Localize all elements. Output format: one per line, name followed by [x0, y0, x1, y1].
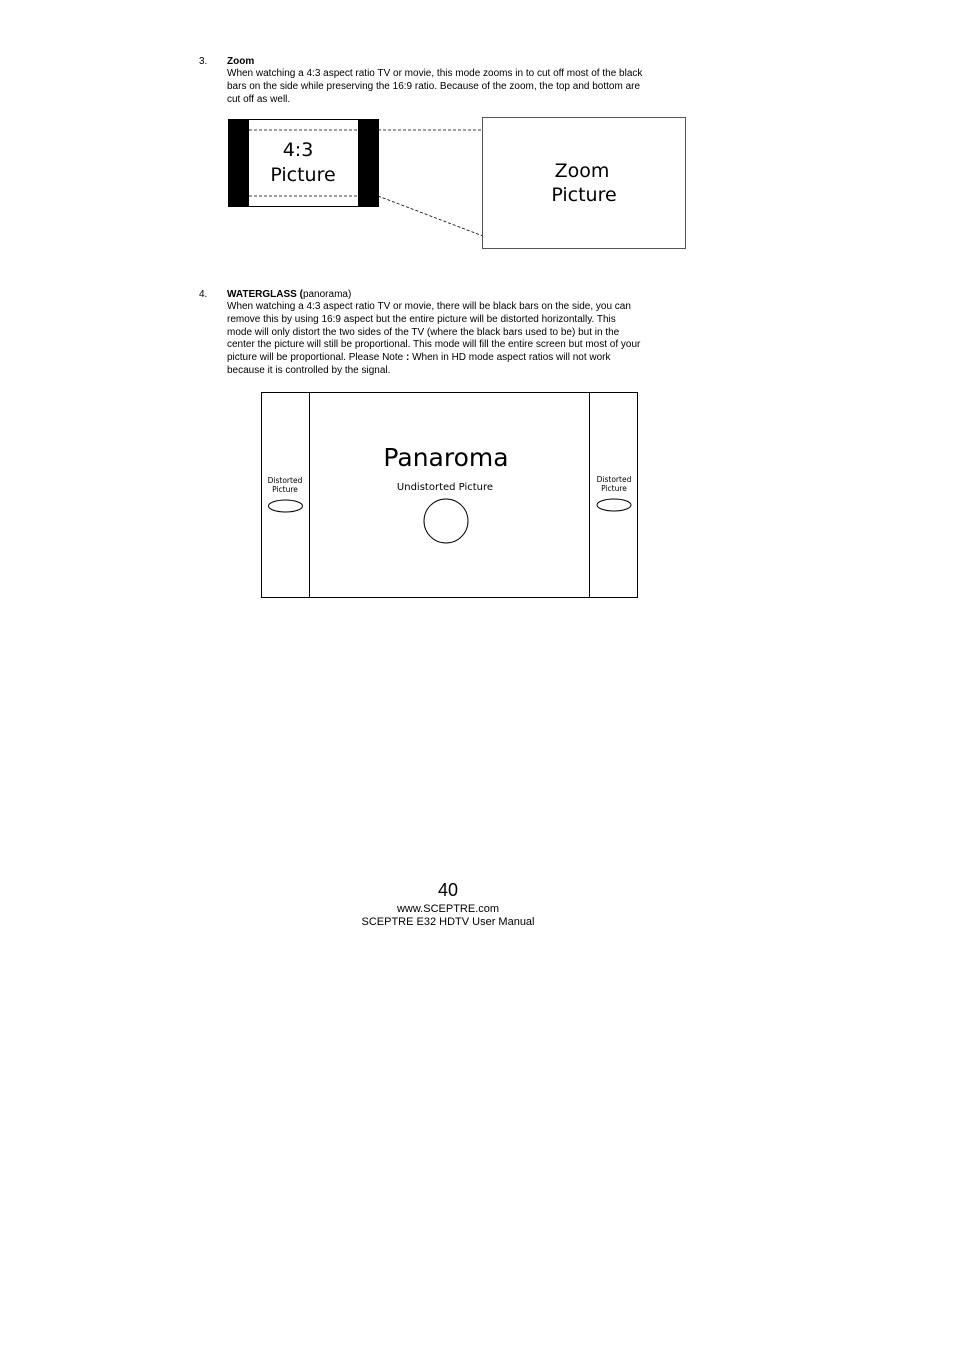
- panorama-left-label-line2: Picture: [272, 485, 298, 494]
- section-4-title-bold: WATERGLASS (: [227, 289, 303, 300]
- section-4-number: 4.: [199, 289, 208, 300]
- section-3-body: When watching a 4:3 aspect ratio TV or movie, this mode zooms in to cut off most of the black bars on the side while preserving the 16:9 ratio. Because of the zoom, the top and bottom are cut off as well.: [227, 68, 643, 105]
- zoom-left-label-line2: Picture: [270, 164, 336, 186]
- section-3-title: Zoom: [227, 56, 255, 67]
- section-4-title-suffix: panorama): [302, 289, 352, 300]
- zoom-right-label-line1: Zoom: [554, 160, 610, 182]
- section-4-body-colon: :: [405, 352, 410, 364]
- zoom-left-label-line1: 4:3: [282, 139, 314, 161]
- panorama-right-label-line2: Picture: [601, 484, 627, 493]
- zoom-right-label-line2: Picture: [551, 184, 617, 206]
- panorama-title: Panaroma: [383, 443, 509, 472]
- panorama-frame: [262, 393, 638, 598]
- section-4-body-part1: When watching a 4:3 aspect ratio TV or movie, there will be black bars on the side, you can remove this by using 16:9 aspect but the entire picture will be distorted horizontally. This mode will only distort the two sides of the TV (where the black bars used to be) but in the center the picture will still be proportional. This mode will fill the entire screen but most of your picture will be proportional. Please Note: [227, 301, 641, 364]
- footer-website: www.SCEPTRE.com: [396, 903, 500, 915]
- footer-manual-title: SCEPTRE E32 HDTV User Manual: [361, 916, 535, 928]
- page-number: 40: [437, 880, 459, 900]
- panorama-right-label-line1: Distorted: [596, 475, 632, 484]
- panorama-diagram: [0, 0, 954, 620]
- panorama-left-label-line1: Distorted: [267, 476, 303, 485]
- section-3-number: 3.: [199, 56, 208, 67]
- panorama-center-label: Undistorted Picture: [396, 482, 494, 493]
- section-4-body-part2: When in HD mode aspect ratios will not work because it is controlled by the signal.: [227, 352, 611, 376]
